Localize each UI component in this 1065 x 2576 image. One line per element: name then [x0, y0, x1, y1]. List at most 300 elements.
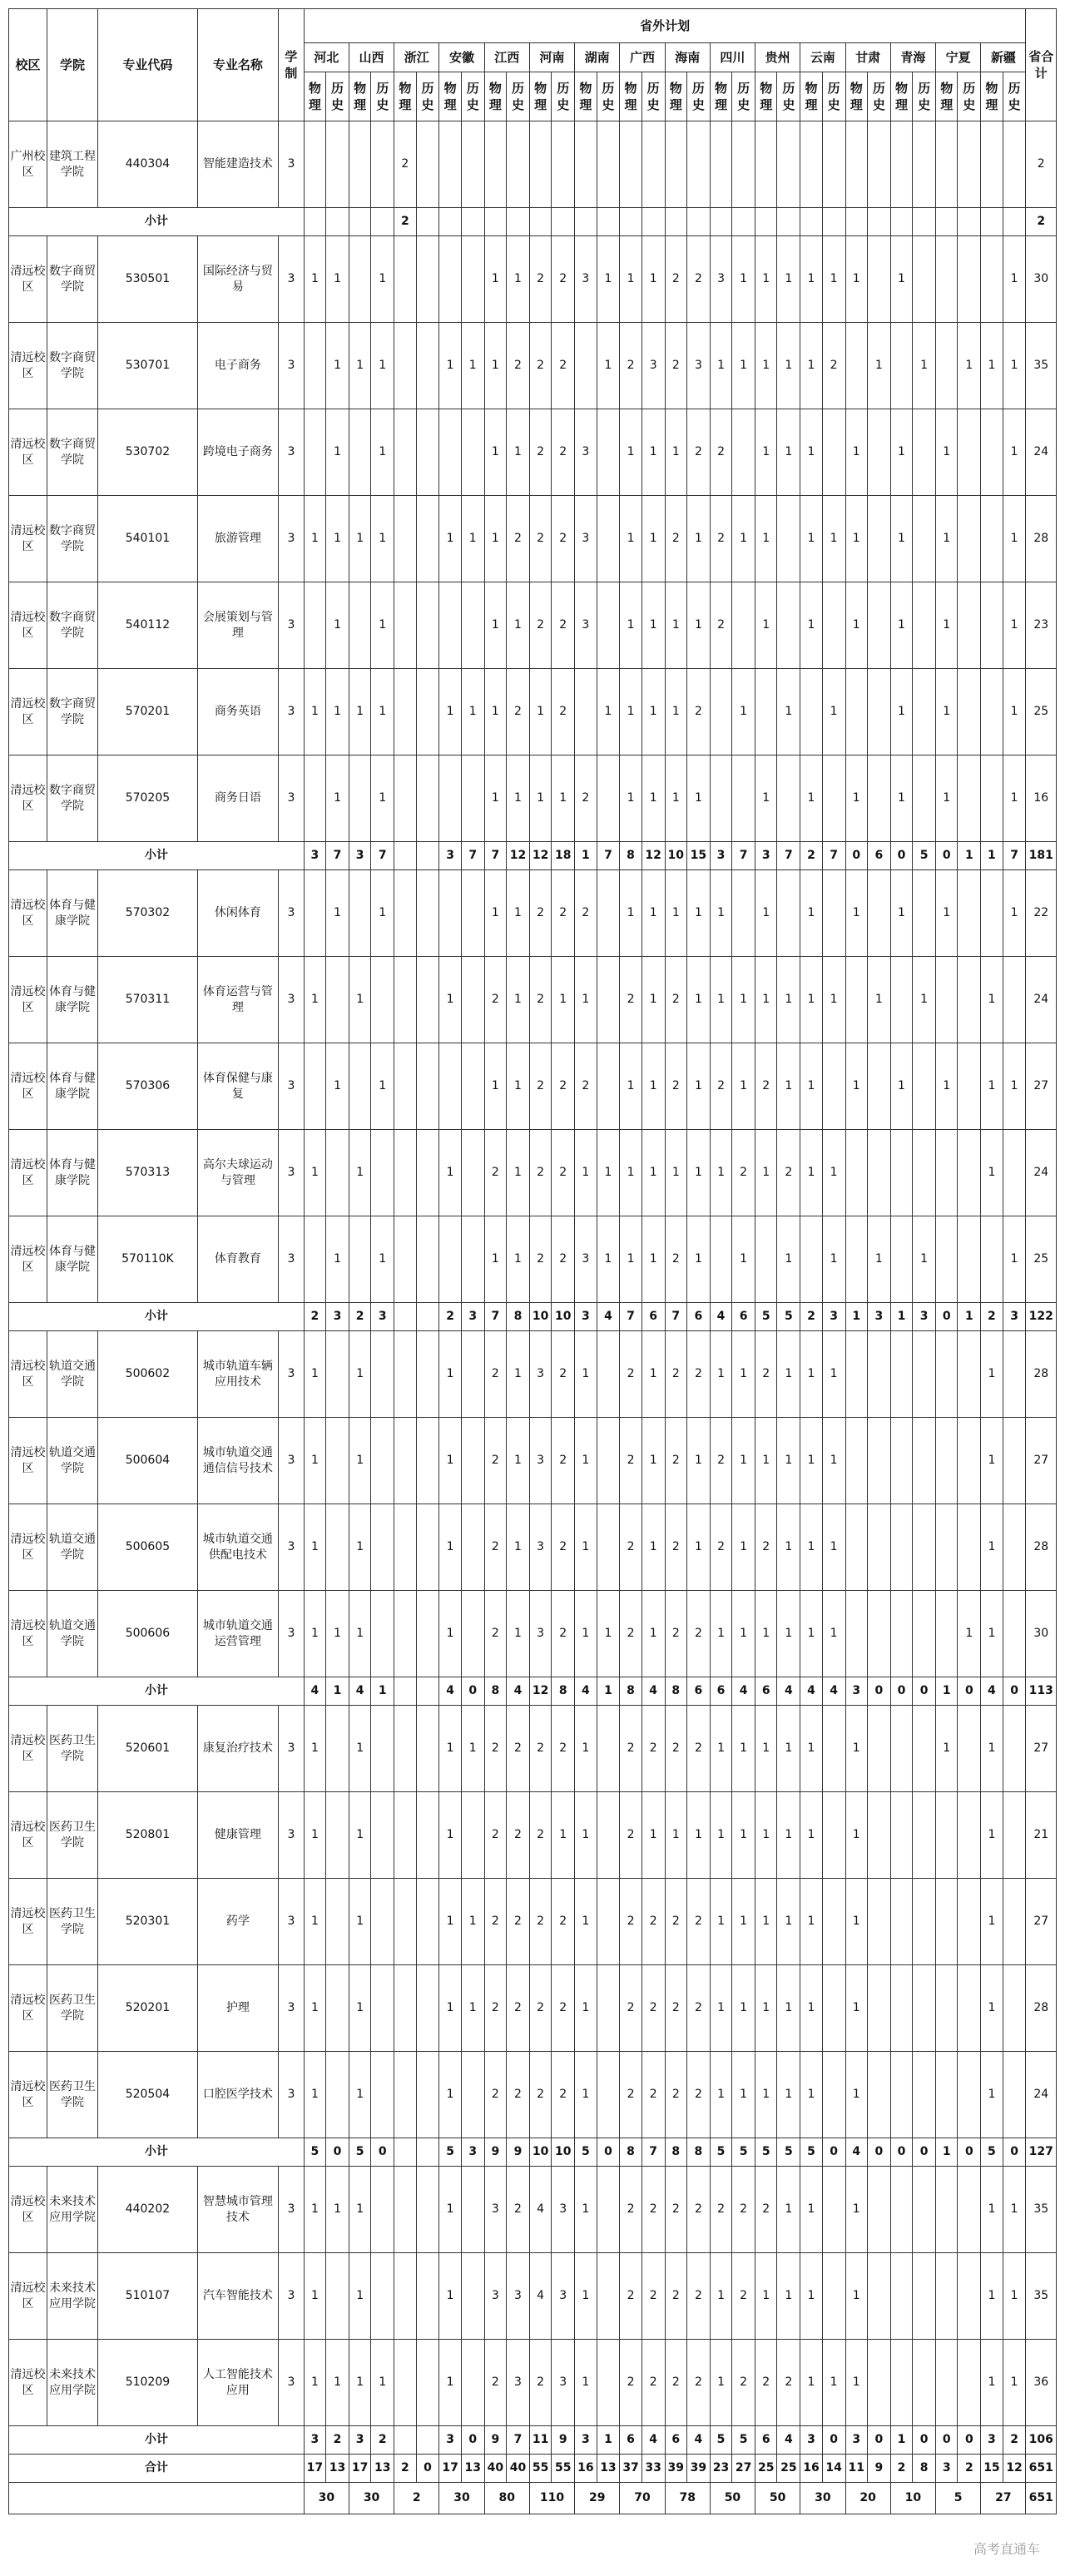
duration-cell: 3: [279, 1043, 305, 1130]
plan-count-cell: 1: [710, 1331, 731, 1418]
plan-count-cell: [822, 755, 845, 842]
plan-count-cell: 2: [641, 1879, 665, 1965]
plan-count-cell: [867, 2052, 890, 2138]
province-header: 安徽: [439, 43, 484, 72]
plan-count-cell: 1: [507, 957, 530, 1043]
subtotal-count-cell: 13: [597, 2455, 620, 2483]
plan-count-cell: [845, 1418, 867, 1504]
plan-count-cell: 3: [575, 582, 597, 669]
major-name-cell: 体育运营与管理: [197, 957, 278, 1043]
plan-count-cell: 1: [710, 2340, 731, 2426]
plan-count-cell: [394, 2052, 416, 2138]
plan-count-cell: 1: [845, 1879, 867, 1965]
subject-header: 物理: [349, 72, 370, 121]
plan-count-cell: 1: [641, 582, 665, 669]
major-total-cell: 27: [1026, 1879, 1057, 1965]
table-row: [9, 1331, 1057, 1418]
major-total-cell: 2: [1026, 121, 1057, 208]
major-name-cell: 药学: [197, 1879, 278, 1965]
college-cell: 轨道交通学院: [47, 1331, 97, 1418]
plan-count-cell: [867, 1043, 890, 1130]
subtotal-count-cell: 4: [641, 2426, 665, 2455]
duration-cell: 3: [279, 1504, 305, 1591]
subtotal-count-cell: 12: [529, 1677, 551, 1706]
subtotal-count-cell: 4: [845, 2138, 867, 2167]
table-row: [9, 1879, 1057, 1965]
subtotal-count-cell: 5: [800, 2138, 822, 2167]
plan-count-cell: 1: [1003, 2253, 1026, 2340]
subtotal-count-cell: 6: [665, 2426, 686, 2455]
subtotal-count-cell: 0: [867, 2426, 890, 2455]
major-code-cell: 500602: [98, 1331, 198, 1418]
plan-count-cell: 1: [800, 1331, 822, 1418]
plan-count-cell: 1: [777, 323, 800, 409]
subtotal-count-cell: 4: [777, 1677, 800, 1706]
plan-count-cell: 2: [710, 582, 731, 669]
plan-count-cell: [1003, 1965, 1026, 2052]
duration-cell: 3: [279, 2253, 305, 2340]
plan-count-cell: [597, 2167, 620, 2253]
subtotal-count-cell: [958, 208, 981, 236]
plan-count-cell: 2: [755, 1504, 777, 1591]
plan-count-cell: [597, 1504, 620, 1591]
plan-count-cell: 1: [461, 496, 484, 582]
subtotal-count-cell: [416, 842, 439, 870]
plan-count-cell: 2: [620, 957, 641, 1043]
plan-count-cell: 1: [755, 755, 777, 842]
overall-total-cell: 651: [1026, 2483, 1057, 2514]
subtotal-count-cell: [755, 208, 777, 236]
subtotal-count-cell: [822, 208, 845, 236]
subtotal-row: [9, 842, 1057, 870]
campus-cell: 清远校区: [9, 1591, 47, 1677]
plan-count-cell: [822, 870, 845, 957]
plan-count-cell: 1: [732, 1216, 755, 1303]
subtotal-count-cell: 2: [439, 1303, 461, 1331]
subtotal-count-cell: 7: [484, 842, 506, 870]
subtotal-count-cell: 0: [416, 2455, 439, 2483]
plan-count-cell: [890, 1706, 912, 1792]
plan-count-cell: [326, 957, 349, 1043]
subtotal-count-cell: 25: [755, 2455, 777, 2483]
plan-count-cell: 1: [935, 582, 957, 669]
plan-count-cell: 1: [710, 323, 731, 409]
plan-count-cell: 1: [304, 1591, 325, 1677]
subtotal-count-cell: 8: [620, 842, 641, 870]
plan-count-cell: 1: [822, 1504, 845, 1591]
plan-count-cell: [394, 236, 416, 323]
college-cell: 数字商贸学院: [47, 669, 97, 755]
plan-count-cell: [981, 409, 1003, 496]
duration-cell: 3: [279, 755, 305, 842]
plan-count-cell: [935, 2167, 957, 2253]
province-sum-cell: 70: [620, 2483, 665, 2514]
plan-count-cell: 1: [755, 1879, 777, 1965]
plan-count-cell: 1: [800, 1043, 822, 1130]
plan-count-cell: 1: [597, 1130, 620, 1216]
plan-count-cell: 1: [484, 1216, 506, 1303]
plan-count-cell: 3: [552, 2340, 575, 2426]
plan-count-cell: 1: [981, 1331, 1003, 1418]
plan-count-cell: 1: [845, 236, 867, 323]
plan-count-cell: [867, 2167, 890, 2253]
college-cell: 轨道交通学院: [47, 1418, 97, 1504]
plan-count-cell: [867, 1591, 890, 1677]
subtotal-count-cell: 5: [732, 2138, 755, 2167]
plan-count-cell: [665, 121, 686, 208]
subtotal-count-cell: 8: [687, 2138, 711, 2167]
plan-count-cell: 1: [349, 2052, 370, 2138]
plan-count-cell: [890, 2052, 912, 2138]
plan-count-cell: [777, 121, 800, 208]
plan-count-cell: [777, 582, 800, 669]
plan-count-cell: [394, 1504, 416, 1591]
subtotal-count-cell: 5: [755, 2138, 777, 2167]
major-total-cell: 28: [1026, 496, 1057, 582]
subtotal-total-cell: 122: [1026, 1303, 1057, 1331]
major-name-cell: 跨境电子商务: [197, 409, 278, 496]
plan-count-cell: [416, 409, 439, 496]
plan-count-cell: 1: [439, 1418, 461, 1504]
plan-count-cell: 2: [755, 1331, 777, 1418]
subtotal-count-cell: 4: [710, 1303, 731, 1331]
plan-count-cell: 2: [687, 669, 711, 755]
plan-count-cell: [394, 582, 416, 669]
plan-count-cell: [416, 236, 439, 323]
plan-count-cell: 1: [304, 957, 325, 1043]
subtotal-count-cell: 1: [845, 1303, 867, 1331]
subtotal-count-cell: 7: [665, 1303, 686, 1331]
plan-count-cell: [913, 1418, 936, 1504]
subtotal-count-cell: [867, 208, 890, 236]
province-header: 广西: [620, 43, 665, 72]
plan-count-cell: [416, 1879, 439, 1965]
subtotal-count-cell: 0: [935, 2426, 957, 2455]
plan-count-cell: 2: [484, 1130, 506, 1216]
plan-count-cell: [958, 1504, 981, 1591]
plan-count-cell: 1: [1003, 1043, 1026, 1130]
subtotal-total-cell: 127: [1026, 2138, 1057, 2167]
enrollment-plan-table: [8, 8, 1057, 2514]
subtotal-count-cell: 5: [710, 2138, 731, 2167]
province-sum-cell: 30: [439, 2483, 484, 2514]
subtotal-label: 小计: [9, 2138, 305, 2167]
major-name-cell: 城市轨道车辆应用技术: [197, 1331, 278, 1418]
plan-count-cell: 1: [913, 323, 936, 409]
plan-count-cell: 1: [349, 957, 370, 1043]
major-total-cell: 24: [1026, 1130, 1057, 1216]
subtotal-count-cell: 4: [349, 1677, 370, 1706]
plan-count-cell: 1: [890, 409, 912, 496]
subject-header: 历史: [822, 72, 845, 121]
subtotal-count-cell: 8: [552, 1677, 575, 1706]
subtotal-count-cell: 8: [620, 1677, 641, 1706]
plan-count-cell: 1: [732, 236, 755, 323]
plan-count-cell: 1: [732, 323, 755, 409]
plan-count-cell: 1: [1003, 1216, 1026, 1303]
plan-count-cell: 1: [800, 2340, 822, 2426]
plan-count-cell: [867, 1331, 890, 1418]
plan-count-cell: [981, 669, 1003, 755]
plan-count-cell: 1: [641, 496, 665, 582]
major-name-cell: 会展策划与管理: [197, 582, 278, 669]
plan-count-cell: 2: [710, 496, 731, 582]
plan-count-cell: 1: [777, 1879, 800, 1965]
plan-count-cell: 2: [507, 1879, 530, 1965]
plan-count-cell: [845, 323, 867, 409]
plan-count-cell: [371, 2167, 394, 2253]
subtotal-count-cell: 4: [304, 1677, 325, 1706]
plan-count-cell: 1: [800, 957, 822, 1043]
plan-count-cell: 1: [687, 1418, 711, 1504]
plan-count-cell: 1: [304, 2253, 325, 2340]
plan-count-cell: 2: [822, 323, 845, 409]
plan-count-cell: 1: [507, 1418, 530, 1504]
plan-count-cell: [394, 669, 416, 755]
plan-count-cell: 2: [687, 1879, 711, 1965]
plan-count-cell: 1: [326, 409, 349, 496]
subtotal-count-cell: 0: [1003, 2138, 1026, 2167]
subtotal-count-cell: 2: [349, 1303, 370, 1331]
plan-count-cell: [867, 1792, 890, 1879]
plan-count-cell: [755, 669, 777, 755]
plan-count-cell: [913, 1043, 936, 1130]
plan-count-cell: [913, 1331, 936, 1418]
plan-count-cell: 2: [665, 323, 686, 409]
plan-count-cell: 2: [620, 1331, 641, 1418]
plan-count-cell: 2: [641, 1965, 665, 2052]
plan-count-cell: [913, 582, 936, 669]
plan-count-cell: 2: [732, 1130, 755, 1216]
subtotal-label: 小计: [9, 208, 305, 236]
subtotal-count-cell: 5: [777, 1303, 800, 1331]
college-cell: 体育与健康学院: [47, 1216, 97, 1303]
province-sum-cell: 80: [484, 2483, 529, 2514]
plan-count-cell: 1: [575, 957, 597, 1043]
plan-count-cell: [822, 1043, 845, 1130]
plan-count-cell: 1: [665, 1130, 686, 1216]
plan-count-cell: [416, 1792, 439, 1879]
major-total-cell: 24: [1026, 409, 1057, 496]
subject-header: 历史: [597, 72, 620, 121]
plan-count-cell: [597, 409, 620, 496]
plan-count-cell: 1: [845, 2052, 867, 2138]
subtotal-count-cell: 0: [822, 2138, 845, 2167]
subtotal-count-cell: [304, 208, 325, 236]
province-header: 河北: [304, 43, 349, 72]
plan-count-cell: 1: [710, 1879, 731, 1965]
plan-count-cell: 3: [552, 2253, 575, 2340]
subtotal-count-cell: 0: [890, 1677, 912, 1706]
subtotal-count-cell: 0: [822, 2426, 845, 2455]
plan-count-cell: 1: [371, 1216, 394, 1303]
subtotal-count-cell: 11: [529, 2426, 551, 2455]
plan-count-cell: 2: [484, 1418, 506, 1504]
subtotal-count-cell: 3: [304, 2426, 325, 2455]
plan-count-cell: 2: [552, 1879, 575, 1965]
plan-count-cell: 1: [507, 755, 530, 842]
plan-count-cell: 2: [665, 1331, 686, 1418]
major-name-cell: 口腔医学技术: [197, 2052, 278, 2138]
subtotal-count-cell: 9: [507, 2138, 530, 2167]
subtotal-count-cell: 3: [1003, 1303, 1026, 1331]
plan-count-cell: 1: [620, 669, 641, 755]
plan-count-cell: 2: [687, 1591, 711, 1677]
duration-header: 学制: [279, 9, 305, 121]
college-cell: 数字商贸学院: [47, 409, 97, 496]
plan-count-cell: 1: [1003, 669, 1026, 755]
subtotal-count-cell: 10: [529, 1303, 551, 1331]
plan-count-cell: 1: [755, 1706, 777, 1792]
plan-count-cell: [981, 870, 1003, 957]
plan-count-cell: [461, 2052, 484, 2138]
plan-count-cell: 1: [620, 496, 641, 582]
subtotal-count-cell: 3: [326, 1303, 349, 1331]
plan-count-cell: 1: [867, 957, 890, 1043]
plan-count-cell: [461, 1130, 484, 1216]
campus-cell: 清远校区: [9, 582, 47, 669]
subtotal-count-cell: [416, 1303, 439, 1331]
subtotal-count-cell: 2: [304, 1303, 325, 1331]
subtotal-count-cell: 8: [913, 2455, 936, 2483]
plan-count-cell: 2: [665, 957, 686, 1043]
plan-count-cell: 1: [575, 1792, 597, 1879]
plan-count-cell: 2: [552, 409, 575, 496]
plan-count-cell: 2: [665, 2340, 686, 2426]
major-name-cell: 城市轨道交通运营管理: [197, 1591, 278, 1677]
plan-count-cell: [416, 2167, 439, 2253]
subject-header: 历史: [507, 72, 530, 121]
plan-count-cell: 1: [641, 1504, 665, 1591]
plan-count-cell: 2: [552, 870, 575, 957]
subtotal-count-cell: [552, 208, 575, 236]
plan-count-cell: 1: [641, 669, 665, 755]
major-code-cell: 530701: [98, 323, 198, 409]
duration-cell: 3: [279, 1706, 305, 1792]
subtotal-count-cell: 6: [620, 2426, 641, 2455]
subtotal-count-cell: 0: [890, 2138, 912, 2167]
subtotal-count-cell: 4: [507, 1677, 530, 1706]
plan-count-cell: 1: [641, 755, 665, 842]
plan-count-cell: 1: [439, 2052, 461, 2138]
province-sum-cell: 30: [800, 2483, 845, 2514]
plan-count-cell: 2: [529, 1130, 551, 1216]
college-cell: 医药卫生学院: [47, 2052, 97, 2138]
plan-count-cell: [981, 496, 1003, 582]
plan-count-cell: 2: [552, 1965, 575, 2052]
plan-count-cell: [326, 2052, 349, 2138]
plan-count-cell: 1: [597, 236, 620, 323]
plan-count-cell: 1: [935, 755, 957, 842]
plan-count-cell: [439, 870, 461, 957]
plan-count-cell: 2: [529, 957, 551, 1043]
plan-count-cell: [461, 582, 484, 669]
plan-count-cell: 2: [529, 236, 551, 323]
plan-count-cell: 1: [439, 323, 461, 409]
major-code-cell: 570302: [98, 870, 198, 957]
plan-count-cell: 1: [484, 1043, 506, 1130]
plan-count-cell: 2: [687, 409, 711, 496]
plan-count-cell: 2: [687, 1706, 711, 1792]
campus-cell: 清远校区: [9, 1043, 47, 1130]
plan-count-cell: [732, 582, 755, 669]
subtotal-count-cell: 12: [641, 842, 665, 870]
subtotal-count-cell: 3: [913, 1303, 936, 1331]
plan-count-cell: 1: [349, 496, 370, 582]
plan-count-cell: [800, 121, 822, 208]
subtotal-count-cell: 7: [732, 842, 755, 870]
plan-count-cell: 1: [710, 870, 731, 957]
subtotal-count-cell: 13: [371, 2455, 394, 2483]
college-cell: 数字商贸学院: [47, 755, 97, 842]
plan-count-cell: 2: [710, 2167, 731, 2253]
subtotal-label: 小计: [9, 842, 305, 870]
plan-count-cell: [890, 1879, 912, 1965]
subtotal-count-cell: 0: [371, 2138, 394, 2167]
subtotal-count-cell: 7: [822, 842, 845, 870]
plan-count-cell: 1: [461, 1706, 484, 1792]
plan-count-cell: [304, 323, 325, 409]
plan-count-cell: 1: [641, 1418, 665, 1504]
plan-count-cell: 1: [732, 1965, 755, 2052]
plan-count-cell: 1: [552, 1792, 575, 1879]
subtotal-count-cell: 2: [394, 2455, 416, 2483]
subtotal-count-cell: 6: [641, 1303, 665, 1331]
subtotal-count-cell: [710, 208, 731, 236]
subtotal-count-cell: 6: [755, 1677, 777, 1706]
plan-count-cell: [732, 870, 755, 957]
campus-cell: 清远校区: [9, 2052, 47, 2138]
plan-count-cell: [958, 755, 981, 842]
plan-count-cell: [981, 1216, 1003, 1303]
plan-count-cell: 4: [529, 2167, 551, 2253]
plan-count-cell: 2: [552, 496, 575, 582]
plan-count-cell: [461, 870, 484, 957]
plan-count-cell: 2: [641, 2052, 665, 2138]
plan-count-cell: [326, 1130, 349, 1216]
plan-count-cell: 2: [484, 1965, 506, 2052]
plan-count-cell: [371, 1792, 394, 1879]
plan-count-cell: 1: [800, 496, 822, 582]
duration-cell: 3: [279, 323, 305, 409]
plan-count-cell: [867, 1706, 890, 1792]
major-name-cell: 康复治疗技术: [197, 1706, 278, 1792]
plan-count-cell: 1: [800, 1792, 822, 1879]
subtotal-count-cell: 0: [913, 1677, 936, 1706]
plan-count-cell: [349, 582, 370, 669]
plan-count-cell: 2: [710, 1043, 731, 1130]
plan-count-cell: 1: [777, 236, 800, 323]
code-header: 专业代码: [98, 9, 198, 121]
plan-count-cell: [304, 121, 325, 208]
plan-count-cell: [958, 1879, 981, 1965]
major-total-cell: 23: [1026, 582, 1057, 669]
subtotal-count-cell: 9: [484, 2426, 506, 2455]
plan-count-cell: [913, 409, 936, 496]
campus-cell: 清远校区: [9, 2167, 47, 2253]
plan-count-cell: 2: [641, 2167, 665, 2253]
plan-count-cell: 1: [710, 1792, 731, 1879]
subtotal-count-cell: [439, 208, 461, 236]
plan-count-cell: [958, 582, 981, 669]
major-total-cell: 35: [1026, 323, 1057, 409]
subject-header: 物理: [710, 72, 731, 121]
subtotal-count-cell: 37: [620, 2455, 641, 2483]
subtotal-count-cell: 2: [371, 2426, 394, 2455]
plan-count-cell: 1: [620, 409, 641, 496]
plan-count-cell: 2: [687, 2052, 711, 2138]
college-cell: 医药卫生学院: [47, 1706, 97, 1792]
